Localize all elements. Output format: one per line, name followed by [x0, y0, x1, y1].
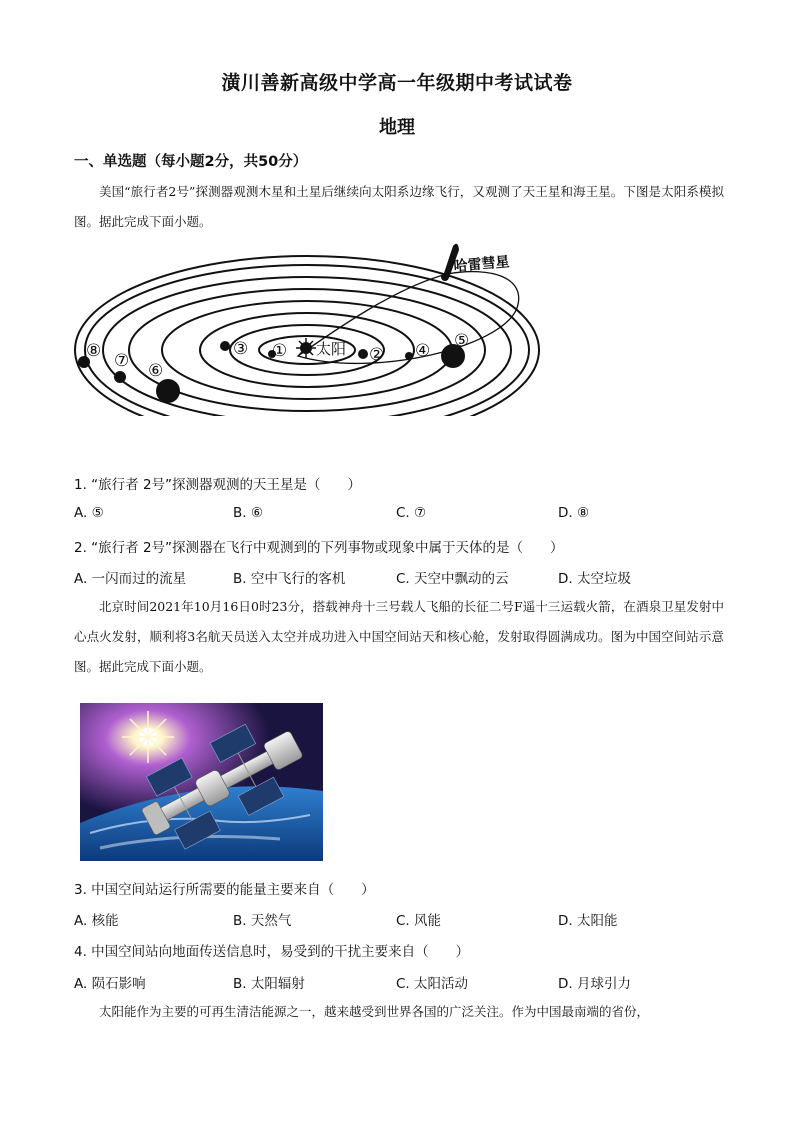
q1-option-d[interactable]: D. ⑧ — [558, 505, 590, 521]
planet-4 — [405, 352, 413, 360]
passage-voyager: 美国“旅行者2号”探测器观测木星和土星后继续向太阳系边缘飞行，又观测了天王星和海王星。下图是太阳系模拟图。据此完成下面小题。 — [74, 184, 724, 229]
marker-1: ① — [272, 341, 288, 361]
section-heading: 一、单选题（每小题2分，共50分） — [74, 154, 308, 170]
q4-option-a[interactable]: A. 陨石影响 — [74, 976, 146, 992]
q3-option-b[interactable]: B. 天然气 — [233, 913, 292, 929]
question-4: 4. 中国空间站向地面传送信息时，易受到的干扰主要来自（ ） — [74, 944, 470, 960]
q3-option-d[interactable]: D. 太阳能 — [558, 913, 618, 929]
question-1: 1. “旅行者 2号”探测器观测的天王星是（ ） — [74, 477, 362, 493]
question-2: 2. “旅行者 2号”探测器在飞行中观测到的下列事物或现象中属于天体的是（ ） — [74, 540, 564, 556]
question-4-options — [74, 972, 734, 994]
marker-5: ⑤ — [454, 331, 470, 351]
q3-option-c[interactable]: C. 风能 — [396, 913, 442, 929]
planet-2 — [358, 349, 368, 359]
q4-option-c[interactable]: C. 太阳活动 — [396, 976, 469, 992]
marker-2: ② — [369, 345, 385, 365]
marker-6: ⑥ — [148, 361, 164, 381]
q2-option-d[interactable]: D. 太空垃圾 — [558, 571, 631, 587]
q2-option-a[interactable]: A. 一闪而过的流星 — [74, 571, 187, 587]
planet-3 — [220, 341, 230, 351]
marker-4: ④ — [415, 341, 431, 361]
marker-3: ③ — [233, 339, 249, 359]
planet-6 — [156, 379, 180, 403]
passage-shenzhou: 北京时间2021年10月16日0时23分，搭载神舟十三号载人飞船的长征二号F遥十三运载火箭，在酒泉卫星发射中心点火发射，顺利将3名航天员送入太空并成功进入中国空间站天和核心舱，发射取得圆满成功。图为中国空间站示意图。据此完成下面小题。 — [74, 599, 724, 674]
marker-7: ⑦ — [114, 351, 130, 371]
question-3: 3. 中国空间站运行所需要的能量主要来自（ ） — [74, 882, 375, 898]
comet-label: 哈雷彗星 — [452, 254, 511, 275]
q4-option-b[interactable]: B. 太阳辐射 — [233, 976, 305, 992]
q2-option-c[interactable]: C. 天空中飘动的云 — [396, 571, 509, 587]
marker-8: ⑧ — [86, 341, 102, 361]
space-station-image — [80, 703, 323, 861]
question-2-options — [74, 567, 734, 589]
q1-option-c[interactable]: C. ⑦ — [396, 505, 427, 521]
subject-title: 地理 — [379, 117, 415, 138]
planet-7 — [114, 371, 126, 383]
passage-solar-energy: 太阳能作为主要的可再生清洁能源之一，越来越受到世界各国的广泛关注。作为中国最南端的省份， — [99, 1004, 650, 1019]
q4-option-d[interactable]: D. 月球引力 — [558, 976, 631, 992]
question-1-options — [74, 505, 734, 527]
sun-icon — [296, 338, 316, 358]
question-3-options — [74, 909, 734, 931]
q1-option-b[interactable]: B. ⑥ — [233, 505, 263, 521]
q3-option-a[interactable]: A. 核能 — [74, 913, 119, 929]
solar-system-figure — [72, 238, 542, 416]
q2-option-b[interactable]: B. 空中飞行的客机 — [233, 571, 346, 587]
sun-label: 太阳 — [316, 340, 347, 358]
q1-option-a[interactable]: A. ⑤ — [74, 505, 104, 521]
page-title: 潢川善新高级中学高一年级期中考试试卷 — [221, 72, 573, 94]
